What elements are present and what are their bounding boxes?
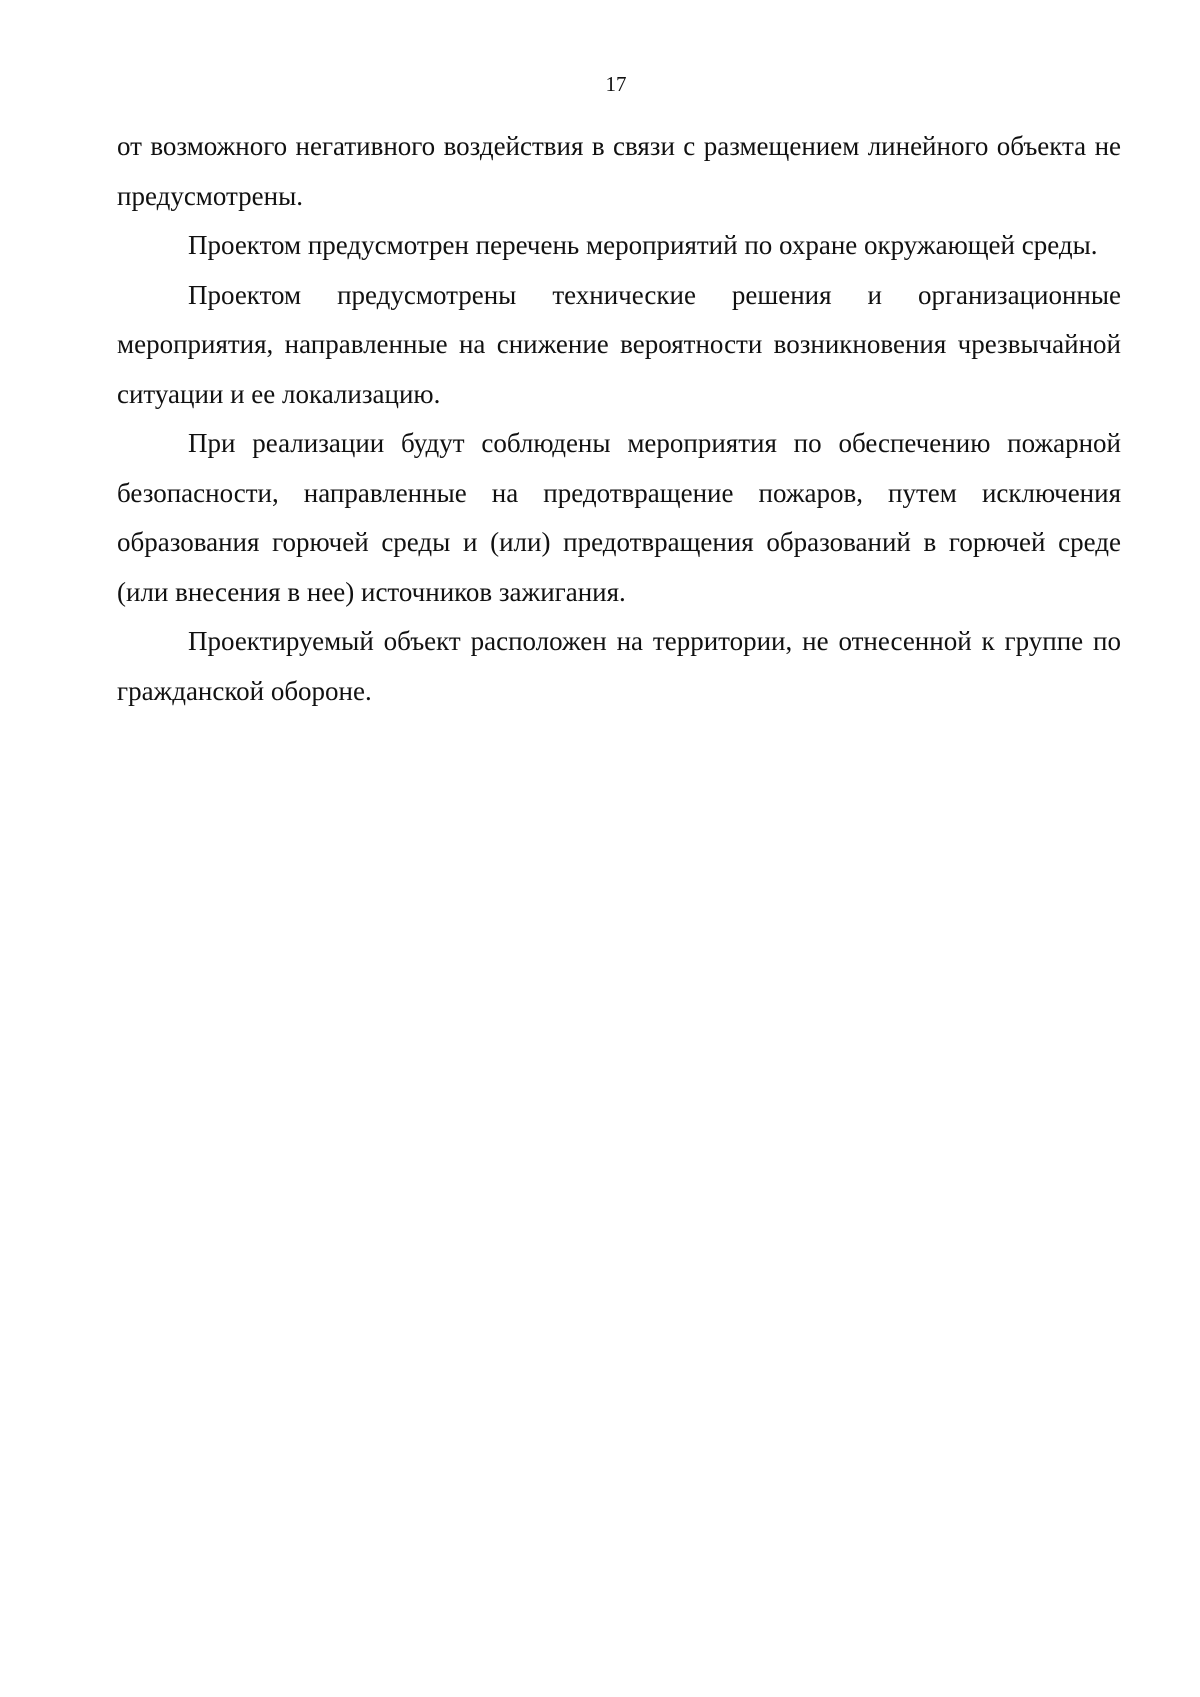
- paragraph-civil-defense: Проектируемый объект расположен на территории, не отнесенной к группе по гражданской обороне.: [117, 626, 1121, 706]
- document-body: [117, 122, 1121, 716]
- paragraph-continuation: от возможного негативного воздействия в связи с размещением линейного объекта не предусмотрены.: [117, 131, 1121, 211]
- paragraph-emergency: Проектом предусмотрены технические решения и организационные мероприятия, направленные на снижение вероятности возникновения чрезвычайной ситуации и ее локализацию.: [117, 279, 1121, 409]
- paragraph-fire-safety: При реализации будут соблюдены мероприятия по обеспечению пожарной безопасности, направленные на предотвращение пожаров, путем исключения образования горючей среды и (или) предотвращения образований в горючей среде (или внесения в нее) источников зажигания.: [117, 428, 1121, 607]
- paragraph-environment: Проектом предусмотрен перечень мероприятий по охране окружающей среды.: [188, 230, 1098, 260]
- page-number: 17: [605, 72, 627, 96]
